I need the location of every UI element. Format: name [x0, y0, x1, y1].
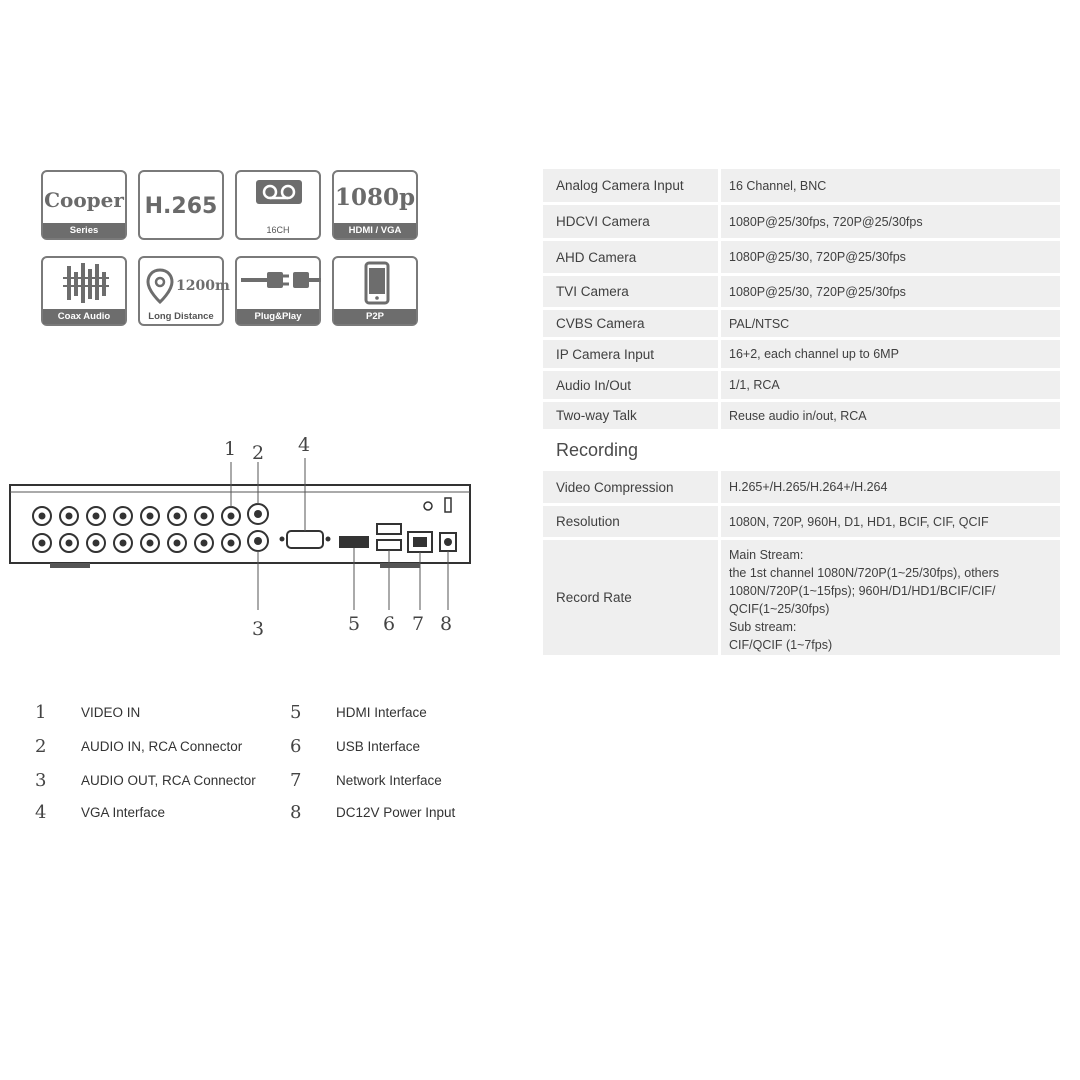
recording-section-title: Recording [556, 440, 639, 460]
distance-value: 1200m [176, 278, 230, 294]
spec-value: PAL/NTSC [721, 310, 1060, 337]
record-rate-line: the 1st channel 1080N/720P(1~25/30fps), others [729, 566, 999, 580]
record-rate-line: QCIF(1~25/30fps) [729, 602, 830, 616]
legend-label: HDMI Interface [336, 705, 427, 720]
record-rate-line: Main Stream: [729, 548, 804, 562]
legend-label: AUDIO IN, RCA Connector [81, 739, 243, 754]
legend-label: VGA Interface [81, 805, 166, 820]
spec-row [543, 310, 1060, 337]
spec-row [543, 205, 1060, 238]
badge-title: Cooper [44, 188, 124, 212]
legend-number: 3 [35, 770, 47, 791]
callout-3: 3 [252, 618, 265, 640]
badge-caption: HDMI / VGA [334, 223, 416, 238]
spec-key: Resolution [543, 506, 718, 537]
spec-row [543, 471, 1060, 503]
badge-caption: Long Distance [148, 311, 214, 322]
badge-caption: 16CH [266, 225, 290, 235]
spec-row [543, 402, 1060, 429]
spec-value: Reuse audio in/out, RCA [721, 402, 1060, 429]
spec-row [543, 340, 1060, 368]
legend-label: AUDIO OUT, RCA Connector [81, 773, 256, 788]
spec-row [543, 506, 1060, 537]
badge-p2p [332, 256, 418, 326]
spec-row-record-rate [543, 540, 1060, 655]
badge-caption: P2P [334, 309, 416, 324]
spec-value: 1080P@25/30, 720P@25/30fps [721, 241, 1060, 273]
record-rate-line: Sub stream: [729, 620, 797, 634]
legend-label: VIDEO IN [81, 705, 141, 720]
legend-number: 5 [290, 702, 302, 723]
record-rate-line: CIF/QCIF (1~7fps) [729, 638, 833, 652]
badge-h265 [138, 170, 224, 240]
spec-row [543, 371, 1060, 399]
badge-plug-play [235, 256, 321, 326]
badge-1080p [332, 170, 418, 240]
record-rate-line: 1080N/720P(1~15fps); 960H/D1/HD1/BCIF/CIF/ [729, 584, 996, 598]
coax-audio-icon [43, 258, 129, 313]
rear-panel-diagram [0, 430, 480, 650]
spec-value: 1080P@25/30fps, 720P@25/30fps [721, 205, 1060, 238]
spec-key: AHD Camera [543, 241, 718, 273]
spec-row [543, 241, 1060, 273]
badge-caption: Series [43, 223, 125, 238]
smartphone-icon [334, 258, 420, 313]
legend-number: 8 [290, 802, 302, 823]
badge-caption: Plug&Play [237, 309, 319, 324]
spec-key: HDCVI Camera [543, 205, 718, 238]
spec-row [543, 276, 1060, 307]
feature-badges [41, 170, 421, 330]
legend-label: USB Interface [336, 739, 421, 754]
callout-4: 4 [298, 434, 311, 456]
spec-key: Analog Camera Input [543, 169, 718, 202]
spec-key: Two-way Talk [543, 402, 718, 429]
spec-value: 16 Channel, BNC [721, 169, 1060, 202]
legend-number: 1 [35, 702, 47, 723]
legend-number: 4 [35, 802, 47, 823]
callout-7: 7 [412, 613, 425, 635]
badge-caption: Coax Audio [43, 309, 125, 324]
spec-value: 1/1, RCA [721, 371, 1060, 399]
spec-row [543, 169, 1060, 202]
recording-tape-icon [237, 172, 323, 222]
dvr-rear-panel-drawing [0, 430, 480, 650]
spec-key: Video Compression [543, 471, 718, 503]
legend-number: 6 [290, 736, 302, 757]
callout-8: 8 [440, 613, 453, 635]
callout-5: 5 [348, 613, 361, 635]
spec-key: Record Rate [543, 540, 718, 655]
callout-1: 1 [224, 438, 237, 460]
legend-number: 2 [35, 736, 47, 757]
badge-coax-audio [41, 256, 127, 326]
spec-table [543, 169, 1060, 658]
legend-number: 7 [290, 770, 302, 791]
badge-16ch [235, 170, 321, 240]
badge-long-distance [138, 256, 230, 326]
spec-key: IP Camera Input [543, 340, 718, 368]
badge-cooper-series [41, 170, 127, 240]
badge-title: 1080p [334, 184, 416, 211]
plug-icon [237, 258, 323, 313]
spec-value: 1080N, 720P, 960H, D1, HD1, BCIF, CIF, QCIF [721, 506, 1060, 537]
badge-title: H.265 [144, 194, 218, 219]
spec-value: H.265+/H.265/H.264+/H.264 [721, 471, 1060, 503]
spec-key: TVI Camera [543, 276, 718, 307]
spec-value: 1080P@25/30, 720P@25/30fps [721, 276, 1060, 307]
spec-value: 16+2, each channel up to 6MP [721, 340, 1060, 368]
spec-key: CVBS Camera [543, 310, 718, 337]
callout-6: 6 [383, 613, 396, 635]
callout-2: 2 [252, 442, 265, 464]
legend-label: Network Interface [336, 773, 442, 788]
legend-label: DC12V Power Input [336, 805, 456, 820]
spec-value-multiline [721, 540, 1060, 655]
spec-key: Audio In/Out [543, 371, 718, 399]
